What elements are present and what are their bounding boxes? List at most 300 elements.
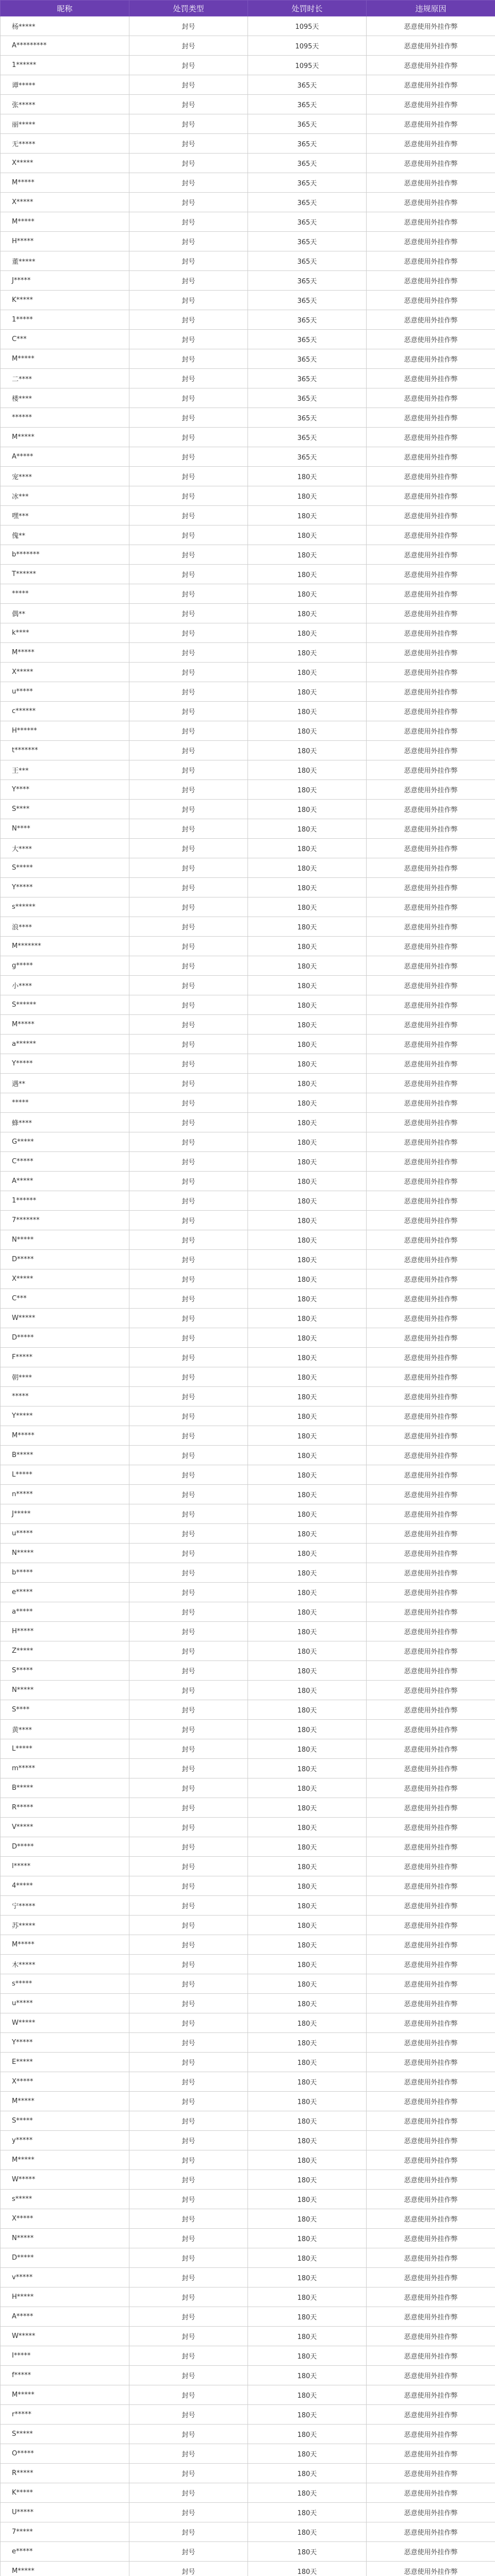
cell-violation-reason: 恶意使用外挂作弊	[367, 839, 495, 858]
cell-nickname: 王***	[1, 760, 129, 780]
cell-punishment-duration: 365天	[248, 154, 367, 173]
cell-punishment-duration: 180天	[248, 780, 367, 800]
cell-punishment-duration: 180天	[248, 858, 367, 878]
cell-punishment-duration: 180天	[248, 721, 367, 741]
cell-nickname: X*****	[1, 663, 129, 682]
table-row	[1, 2033, 495, 2053]
cell-violation-reason: 恶意使用外挂作弊	[367, 1798, 495, 1818]
cell-punishment-type: 封号	[129, 1955, 248, 1974]
cell-punishment-type: 封号	[129, 565, 248, 584]
cell-punishment-duration: 180天	[248, 1093, 367, 1113]
cell-nickname: K*****	[1, 2483, 129, 2503]
cell-violation-reason: 恶意使用外挂作弊	[367, 721, 495, 741]
cell-punishment-duration: 180天	[248, 1191, 367, 1211]
cell-violation-reason: 恶意使用外挂作弊	[367, 1485, 495, 1504]
cell-punishment-type: 封号	[129, 1837, 248, 1857]
table-row	[1, 1426, 495, 1446]
table-row	[1, 819, 495, 839]
cell-violation-reason: 恶意使用外挂作弊	[367, 858, 495, 878]
table-row	[1, 1093, 495, 1113]
cell-violation-reason: 恶意使用外挂作弊	[367, 134, 495, 154]
cell-punishment-type: 封号	[129, 1485, 248, 1504]
cell-punishment-duration: 180天	[248, 2287, 367, 2307]
cell-violation-reason: 恶意使用外挂作弊	[367, 310, 495, 330]
cell-violation-reason: 恶意使用外挂作弊	[367, 114, 495, 134]
cell-nickname: C***	[1, 330, 129, 349]
cell-punishment-type: 封号	[129, 878, 248, 897]
cell-violation-reason: 恶意使用外挂作弊	[367, 741, 495, 760]
cell-violation-reason: 恶意使用外挂作弊	[367, 2170, 495, 2190]
cell-violation-reason: 恶意使用外挂作弊	[367, 428, 495, 447]
cell-nickname: C***	[1, 1289, 129, 1309]
cell-punishment-duration: 180天	[248, 1485, 367, 1504]
cell-punishment-duration: 180天	[248, 1152, 367, 1172]
cell-violation-reason: 恶意使用外挂作弊	[367, 1896, 495, 1916]
cell-nickname: 7*****	[1, 2522, 129, 2542]
cell-punishment-type: 封号	[129, 2033, 248, 2053]
cell-violation-reason: 恶意使用外挂作弊	[367, 154, 495, 173]
table-row	[1, 1250, 495, 1269]
cell-violation-reason: 恶意使用外挂作弊	[367, 2464, 495, 2483]
cell-violation-reason: 恶意使用外挂作弊	[367, 95, 495, 114]
table-row	[1, 1015, 495, 1035]
cell-nickname: D*****	[1, 2248, 129, 2268]
cell-violation-reason: 恶意使用外挂作弊	[367, 2522, 495, 2542]
cell-punishment-duration: 180天	[248, 2209, 367, 2229]
cell-nickname: e*****	[1, 1583, 129, 1602]
cell-punishment-duration: 180天	[248, 1113, 367, 1132]
cell-punishment-duration: 180天	[248, 741, 367, 760]
cell-punishment-type: 封号	[129, 2072, 248, 2092]
cell-punishment-duration: 180天	[248, 1837, 367, 1857]
table-row	[1, 1681, 495, 1700]
table-row	[1, 2170, 495, 2190]
cell-punishment-type: 封号	[129, 1896, 248, 1916]
cell-punishment-type: 封号	[129, 193, 248, 212]
cell-violation-reason: 恶意使用外挂作弊	[367, 1778, 495, 1798]
header-punishment-type: 处罚类型	[129, 1, 248, 16]
cell-punishment-duration: 180天	[248, 2111, 367, 2131]
cell-punishment-type: 封号	[129, 16, 248, 36]
cell-punishment-type: 封号	[129, 2131, 248, 2150]
cell-nickname: S*****	[1, 2425, 129, 2444]
cell-violation-reason: 恶意使用外挂作弊	[367, 2483, 495, 2503]
cell-punishment-duration: 180天	[248, 2346, 367, 2366]
cell-punishment-duration: 180天	[248, 1328, 367, 1348]
cell-nickname: 宠****	[1, 467, 129, 486]
table-row	[1, 682, 495, 702]
cell-violation-reason: 恶意使用外挂作弊	[367, 526, 495, 545]
cell-nickname: M*****	[1, 349, 129, 369]
cell-violation-reason: 恶意使用外挂作弊	[367, 1446, 495, 1465]
cell-punishment-duration: 180天	[248, 2131, 367, 2150]
cell-punishment-type: 封号	[129, 1544, 248, 1563]
cell-violation-reason: 恶意使用外挂作弊	[367, 2307, 495, 2327]
cell-punishment-type: 封号	[129, 1406, 248, 1426]
table-row	[1, 526, 495, 545]
table-row	[1, 702, 495, 721]
cell-nickname: X*****	[1, 1269, 129, 1289]
cell-punishment-duration: 180天	[248, 1818, 367, 1837]
table-row	[1, 2464, 495, 2483]
cell-violation-reason: 恶意使用外挂作弊	[367, 1700, 495, 1720]
cell-punishment-type: 封号	[129, 2464, 248, 2483]
cell-violation-reason: 恶意使用外挂作弊	[367, 467, 495, 486]
cell-punishment-type: 封号	[129, 1563, 248, 1583]
cell-punishment-duration: 365天	[248, 251, 367, 271]
cell-violation-reason: 恶意使用外挂作弊	[367, 1289, 495, 1309]
cell-violation-reason: 恶意使用外挂作弊	[367, 2072, 495, 2092]
cell-punishment-duration: 180天	[248, 1348, 367, 1367]
cell-punishment-type: 封号	[129, 2248, 248, 2268]
cell-violation-reason: 恶意使用外挂作弊	[367, 2013, 495, 2033]
cell-violation-reason: 恶意使用外挂作弊	[367, 1035, 495, 1054]
cell-violation-reason: 恶意使用外挂作弊	[367, 2209, 495, 2229]
cell-nickname: 小****	[1, 976, 129, 995]
table-body	[1, 16, 495, 2576]
cell-violation-reason: 恶意使用外挂作弊	[367, 2190, 495, 2209]
table-row	[1, 2268, 495, 2287]
cell-punishment-type: 封号	[129, 1602, 248, 1622]
cell-punishment-duration: 180天	[248, 1622, 367, 1641]
cell-punishment-duration: 365天	[248, 232, 367, 251]
cell-punishment-duration: 180天	[248, 702, 367, 721]
cell-punishment-type: 封号	[129, 2444, 248, 2464]
cell-punishment-type: 封号	[129, 1191, 248, 1211]
cell-violation-reason: 恶意使用外挂作弊	[367, 2229, 495, 2248]
cell-punishment-duration: 180天	[248, 2092, 367, 2111]
cell-punishment-duration: 180天	[248, 2405, 367, 2425]
cell-punishment-duration: 180天	[248, 1524, 367, 1544]
cell-punishment-duration: 180天	[248, 604, 367, 623]
cell-punishment-duration: 180天	[248, 1426, 367, 1446]
cell-nickname: U*****	[1, 2503, 129, 2522]
cell-punishment-type: 封号	[129, 330, 248, 349]
cell-punishment-type: 封号	[129, 1426, 248, 1446]
cell-violation-reason: 恶意使用外挂作弊	[367, 1524, 495, 1544]
cell-punishment-type: 封号	[129, 75, 248, 95]
cell-punishment-type: 封号	[129, 1172, 248, 1191]
cell-punishment-type: 封号	[129, 1700, 248, 1720]
cell-nickname: W*****	[1, 1309, 129, 1328]
cell-violation-reason: 恶意使用外挂作弊	[367, 271, 495, 291]
table-row	[1, 2444, 495, 2464]
cell-nickname: W*****	[1, 2327, 129, 2346]
cell-nickname: b*******	[1, 545, 129, 565]
table-row	[1, 154, 495, 173]
table-row	[1, 2405, 495, 2425]
table-row	[1, 1387, 495, 1406]
cell-punishment-type: 封号	[129, 2150, 248, 2170]
cell-nickname: 董*****	[1, 251, 129, 271]
cell-nickname: E*****	[1, 2053, 129, 2072]
cell-punishment-duration: 180天	[248, 1720, 367, 1739]
cell-punishment-duration: 180天	[248, 897, 367, 917]
cell-punishment-duration: 180天	[248, 976, 367, 995]
table-row	[1, 232, 495, 251]
cell-violation-reason: 恶意使用外挂作弊	[367, 1309, 495, 1328]
cell-punishment-duration: 180天	[248, 2013, 367, 2033]
cell-nickname: *****	[1, 1093, 129, 1113]
cell-nickname: A*****	[1, 2307, 129, 2327]
table-row	[1, 1798, 495, 1818]
cell-nickname: 二****	[1, 369, 129, 388]
table-row	[1, 2562, 495, 2576]
cell-nickname: s*****	[1, 1974, 129, 1994]
cell-punishment-type: 封号	[129, 858, 248, 878]
cell-punishment-duration: 180天	[248, 819, 367, 839]
cell-punishment-duration: 180天	[248, 1367, 367, 1387]
cell-violation-reason: 恶意使用外挂作弊	[367, 251, 495, 271]
cell-violation-reason: 恶意使用外挂作弊	[367, 1348, 495, 1367]
table-row	[1, 858, 495, 878]
cell-violation-reason: 恶意使用外挂作弊	[367, 2542, 495, 2562]
cell-violation-reason: 恶意使用外挂作弊	[367, 1544, 495, 1563]
cell-punishment-type: 封号	[129, 1230, 248, 1250]
cell-nickname: 4*****	[1, 1876, 129, 1896]
table-row	[1, 2229, 495, 2248]
cell-punishment-type: 封号	[129, 291, 248, 310]
cell-nickname: b*****	[1, 1563, 129, 1583]
header-violation-reason: 违规原因	[367, 1, 495, 16]
cell-nickname: M*****	[1, 2150, 129, 2170]
table-row	[1, 1622, 495, 1641]
cell-punishment-duration: 180天	[248, 839, 367, 858]
table-row	[1, 1348, 495, 1367]
cell-punishment-duration: 180天	[248, 1250, 367, 1269]
table-row	[1, 1759, 495, 1778]
header-nickname: 昵称	[1, 1, 129, 16]
cell-punishment-duration: 180天	[248, 2072, 367, 2092]
cell-punishment-duration: 365天	[248, 193, 367, 212]
cell-punishment-type: 封号	[129, 271, 248, 291]
cell-punishment-type: 封号	[129, 956, 248, 976]
cell-punishment-duration: 180天	[248, 1211, 367, 1230]
table-row	[1, 251, 495, 271]
cell-nickname: S*****	[1, 2111, 129, 2131]
cell-punishment-duration: 180天	[248, 1309, 367, 1328]
cell-nickname: l*****	[1, 1857, 129, 1876]
cell-violation-reason: 恶意使用外挂作弊	[367, 1818, 495, 1837]
cell-nickname: 傀**	[1, 526, 129, 545]
cell-violation-reason: 恶意使用外挂作弊	[367, 1093, 495, 1113]
cell-violation-reason: 恶意使用外挂作弊	[367, 2248, 495, 2268]
cell-punishment-type: 封号	[129, 1994, 248, 2013]
cell-punishment-duration: 180天	[248, 584, 367, 604]
table-row	[1, 2209, 495, 2229]
cell-punishment-duration: 180天	[248, 1994, 367, 2013]
cell-nickname: O*****	[1, 2444, 129, 2464]
cell-punishment-type: 封号	[129, 2307, 248, 2327]
cell-nickname: 朝****	[1, 1367, 129, 1387]
cell-nickname: 浪****	[1, 917, 129, 937]
cell-punishment-type: 封号	[129, 702, 248, 721]
cell-punishment-type: 封号	[129, 1916, 248, 1935]
cell-violation-reason: 恶意使用外挂作弊	[367, 2405, 495, 2425]
cell-punishment-type: 封号	[129, 1132, 248, 1152]
cell-nickname: D*****	[1, 1328, 129, 1348]
cell-punishment-type: 封号	[129, 1759, 248, 1778]
cell-punishment-type: 封号	[129, 251, 248, 271]
cell-punishment-type: 封号	[129, 2366, 248, 2385]
cell-violation-reason: 恶意使用外挂作弊	[367, 2562, 495, 2576]
cell-nickname: H*****	[1, 2287, 129, 2307]
table-row	[1, 310, 495, 330]
cell-nickname: n*****	[1, 1485, 129, 1504]
table-row	[1, 2483, 495, 2503]
cell-nickname: T******	[1, 565, 129, 584]
cell-punishment-duration: 180天	[248, 2190, 367, 2209]
cell-punishment-type: 封号	[129, 1778, 248, 1798]
cell-punishment-type: 封号	[129, 2268, 248, 2287]
cell-punishment-duration: 180天	[248, 2170, 367, 2190]
cell-punishment-type: 封号	[129, 721, 248, 741]
cell-violation-reason: 恶意使用外挂作弊	[367, 1387, 495, 1406]
cell-nickname: C*****	[1, 1152, 129, 1172]
table-row	[1, 760, 495, 780]
table-row	[1, 1504, 495, 1524]
cell-nickname: 宁*****	[1, 1896, 129, 1916]
table-row	[1, 36, 495, 56]
cell-violation-reason: 恶意使用外挂作弊	[367, 2033, 495, 2053]
cell-nickname: 谭*****	[1, 75, 129, 95]
table-row	[1, 2327, 495, 2346]
cell-punishment-type: 封号	[129, 1622, 248, 1641]
table-row	[1, 1485, 495, 1504]
cell-violation-reason: 恶意使用外挂作弊	[367, 1837, 495, 1857]
cell-nickname: S*****	[1, 1661, 129, 1681]
table-row	[1, 1230, 495, 1250]
cell-nickname: M*****	[1, 173, 129, 193]
cell-nickname: S******	[1, 995, 129, 1015]
cell-nickname: Y*****	[1, 2033, 129, 2053]
cell-punishment-duration: 180天	[248, 1583, 367, 1602]
cell-violation-reason: 恶意使用外挂作弊	[367, 75, 495, 95]
cell-nickname: L*****	[1, 1465, 129, 1485]
table-row	[1, 330, 495, 349]
table-row	[1, 1191, 495, 1211]
cell-nickname: Y*****	[1, 1054, 129, 1074]
cell-nickname: H*****	[1, 1622, 129, 1641]
table-row	[1, 2307, 495, 2327]
table-row	[1, 643, 495, 663]
cell-punishment-type: 封号	[129, 36, 248, 56]
cell-punishment-duration: 180天	[248, 2366, 367, 2385]
table-row	[1, 388, 495, 408]
cell-violation-reason: 恶意使用外挂作弊	[367, 1230, 495, 1250]
cell-nickname: G*****	[1, 1132, 129, 1152]
cell-nickname: f*****	[1, 2366, 129, 2385]
table-row	[1, 839, 495, 858]
table-row	[1, 1994, 495, 2013]
table-row	[1, 1720, 495, 1739]
cell-punishment-duration: 180天	[248, 2464, 367, 2483]
cell-violation-reason: 恶意使用外挂作弊	[367, 1406, 495, 1426]
table-row	[1, 2366, 495, 2385]
cell-nickname: 1******	[1, 1191, 129, 1211]
cell-punishment-duration: 1095天	[248, 56, 367, 75]
table-row	[1, 721, 495, 741]
table-row	[1, 1054, 495, 1074]
cell-punishment-type: 封号	[129, 2327, 248, 2346]
cell-punishment-duration: 180天	[248, 2444, 367, 2464]
cell-punishment-type: 封号	[129, 2092, 248, 2111]
cell-punishment-type: 封号	[129, 2170, 248, 2190]
cell-punishment-duration: 180天	[248, 2522, 367, 2542]
cell-punishment-type: 封号	[129, 976, 248, 995]
cell-punishment-type: 封号	[129, 349, 248, 369]
cell-punishment-type: 封号	[129, 1269, 248, 1289]
cell-violation-reason: 恶意使用外挂作弊	[367, 1916, 495, 1935]
cell-violation-reason: 恶意使用外挂作弊	[367, 956, 495, 976]
table-row	[1, 1700, 495, 1720]
table-row	[1, 56, 495, 75]
cell-violation-reason: 恶意使用外挂作弊	[367, 232, 495, 251]
table-row	[1, 2072, 495, 2092]
cell-punishment-type: 封号	[129, 780, 248, 800]
cell-nickname: *****	[1, 1387, 129, 1406]
cell-punishment-duration: 180天	[248, 2562, 367, 2576]
cell-punishment-type: 封号	[129, 2209, 248, 2229]
cell-violation-reason: 恶意使用外挂作弊	[367, 1504, 495, 1524]
table-row	[1, 1465, 495, 1485]
cell-nickname: u*****	[1, 1524, 129, 1544]
cell-violation-reason: 恶意使用外挂作弊	[367, 330, 495, 349]
cell-violation-reason: 恶意使用外挂作弊	[367, 976, 495, 995]
cell-violation-reason: 恶意使用外挂作弊	[367, 1054, 495, 1074]
cell-punishment-duration: 180天	[248, 2248, 367, 2268]
cell-punishment-type: 封号	[129, 1387, 248, 1406]
cell-punishment-duration: 180天	[248, 663, 367, 682]
cell-punishment-duration: 180天	[248, 682, 367, 702]
cell-punishment-type: 封号	[129, 232, 248, 251]
cell-punishment-type: 封号	[129, 1641, 248, 1661]
cell-nickname: X*****	[1, 193, 129, 212]
table-row	[1, 663, 495, 682]
cell-punishment-duration: 180天	[248, 1074, 367, 1093]
table-row	[1, 956, 495, 976]
cell-violation-reason: 恶意使用外挂作弊	[367, 1661, 495, 1681]
cell-punishment-type: 封号	[129, 937, 248, 956]
cell-nickname: 1******	[1, 56, 129, 75]
cell-nickname: F*****	[1, 1348, 129, 1367]
cell-punishment-type: 封号	[129, 2522, 248, 2542]
cell-nickname: N*****	[1, 1230, 129, 1250]
cell-punishment-duration: 180天	[248, 545, 367, 565]
cell-punishment-duration: 180天	[248, 800, 367, 819]
cell-punishment-type: 封号	[129, 526, 248, 545]
table-row	[1, 75, 495, 95]
cell-nickname: S****	[1, 1700, 129, 1720]
cell-punishment-type: 封号	[129, 1524, 248, 1544]
cell-nickname: R*****	[1, 1798, 129, 1818]
cell-violation-reason: 恶意使用外挂作弊	[367, 1857, 495, 1876]
cell-violation-reason: 恶意使用外挂作弊	[367, 800, 495, 819]
cell-nickname: M*****	[1, 428, 129, 447]
table-row	[1, 1661, 495, 1681]
cell-violation-reason: 恶意使用外挂作弊	[367, 2346, 495, 2366]
cell-punishment-duration: 180天	[248, 2385, 367, 2405]
cell-nickname: M*****	[1, 1935, 129, 1955]
cell-violation-reason: 恶意使用外挂作弊	[367, 623, 495, 643]
cell-nickname: N*****	[1, 2229, 129, 2248]
cell-violation-reason: 恶意使用外挂作弊	[367, 1328, 495, 1348]
cell-violation-reason: 恶意使用外挂作弊	[367, 1269, 495, 1289]
cell-nickname: 黄****	[1, 1720, 129, 1739]
cell-punishment-type: 封号	[129, 2405, 248, 2425]
cell-punishment-duration: 365天	[248, 388, 367, 408]
cell-violation-reason: 恶意使用外挂作弊	[367, 1152, 495, 1172]
